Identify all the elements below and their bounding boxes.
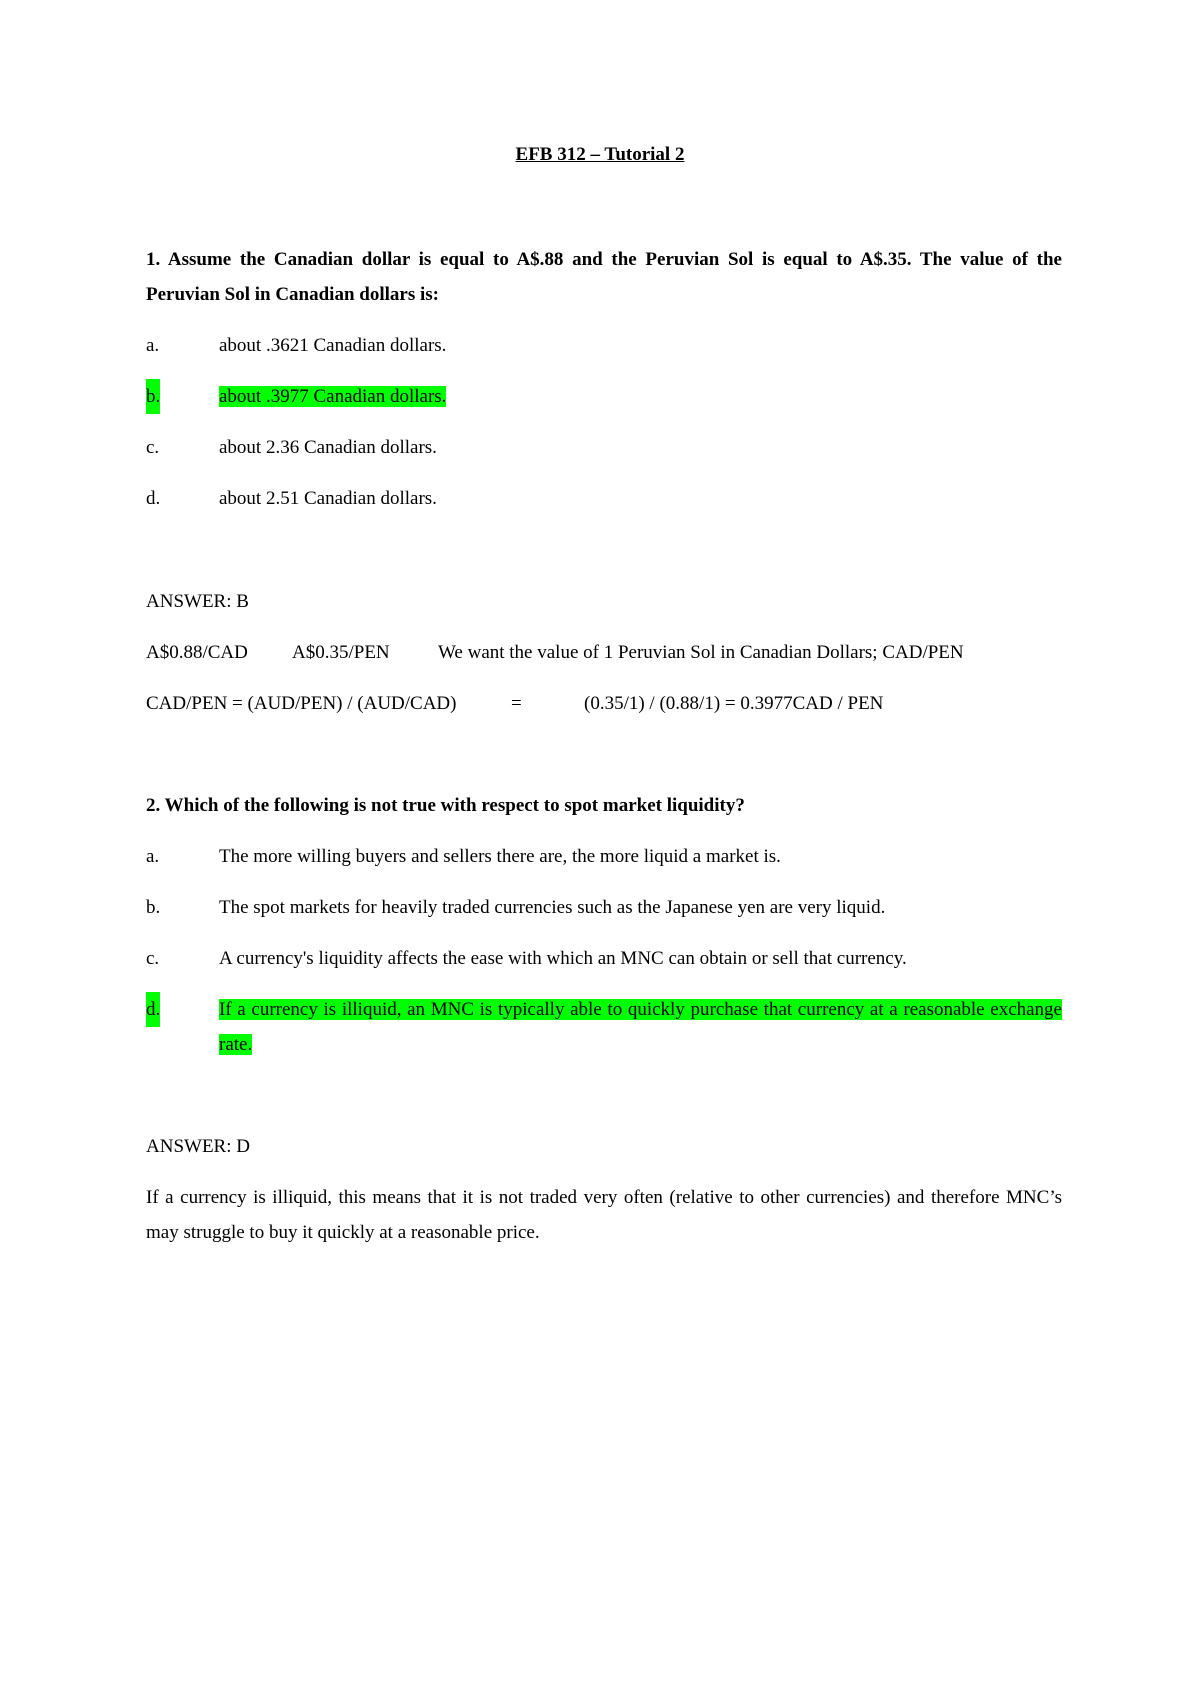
question-1-text: 1. Assume the Canadian dollar is equal to A$.88 and the Peruvian Sol is equal to A$.35. The value of the Peruvian Sol in Canadian dollars is: bbox=[146, 249, 1062, 305]
q1-work-line-2 bbox=[146, 686, 1062, 721]
option-letter: b. bbox=[146, 897, 161, 918]
option-text: about .3621 Canadian dollars. bbox=[219, 335, 447, 356]
work-segment: = bbox=[511, 693, 522, 714]
option-letter: a. bbox=[146, 335, 160, 356]
option-letter: c. bbox=[146, 437, 160, 458]
option-text: If a currency is illiquid, an MNC is typically able to quickly purchase that currency at a reasonable exchange rate. bbox=[219, 999, 1062, 1055]
option-text-wrap bbox=[219, 992, 1062, 1062]
option-text: The spot markets for heavily traded currencies such as the Japanese yen are very liquid. bbox=[219, 897, 886, 918]
option-letter: a. bbox=[146, 846, 160, 867]
option-letter: d. bbox=[146, 992, 160, 1027]
q2-answer: ANSWER: D bbox=[146, 1136, 250, 1157]
option-letter: b. bbox=[146, 379, 160, 414]
question-2-text: 2. Which of the following is not true with respect to spot market liquidity? bbox=[146, 795, 745, 816]
work-segment: CAD/PEN = (AUD/PEN) / (AUD/CAD) bbox=[146, 693, 457, 714]
option-text: about 2.51 Canadian dollars. bbox=[219, 488, 437, 509]
option-letter: d. bbox=[146, 488, 161, 509]
option-letter: c. bbox=[146, 948, 160, 969]
work-segment: (0.35/1) / (0.88/1) = 0.3977CAD / PEN bbox=[584, 693, 884, 714]
option-text: about .3977 Canadian dollars. bbox=[219, 386, 447, 407]
option-text: A currency's liquidity affects the ease with which an MNC can obtain or sell that currency. bbox=[219, 948, 907, 969]
work-segment: We want the value of 1 Peruvian Sol in Canadian Dollars; CAD/PEN bbox=[438, 642, 964, 663]
option-text: The more willing buyers and sellers there are, the more liquid a market is. bbox=[219, 846, 781, 867]
option-text-wrap bbox=[219, 379, 1062, 414]
q1-work-line-1 bbox=[146, 635, 1062, 670]
document-title: EFB 312 – Tutorial 2 bbox=[515, 144, 685, 165]
work-segment: A$0.88/CAD bbox=[146, 642, 248, 663]
q1-answer: ANSWER: B bbox=[146, 591, 249, 612]
q2-explanation: If a currency is illiquid, this means that it is not traded very often (relative to other currencies) and therefore MNC’s may struggle to buy it quickly at a reasonable price. bbox=[146, 1187, 1062, 1243]
work-segment: A$0.35/PEN bbox=[292, 642, 390, 663]
option-text: about 2.36 Canadian dollars. bbox=[219, 437, 437, 458]
